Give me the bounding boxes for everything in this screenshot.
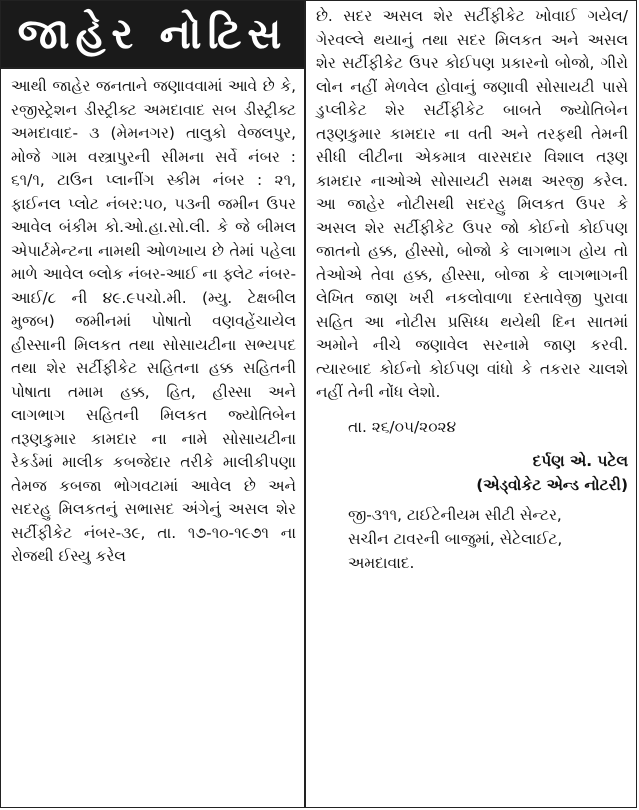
- address-line-2: સચીન ટાવરની બાજુમાં, સેટેલાઈટ,: [348, 529, 563, 548]
- notice-right-column: [306, 1, 636, 807]
- notice-body-right: છે. સદર અસલ શેર સર્ટીફીકેટ ખોવાઈ ગયેલ/ગેરવલ્લે થયાનું તથા સદર મિલકત અને અસલ શેર સર્ટીફીકેટ ઉપર કોઈપણ પ્રકારનો બોજો, ગીરો લોન નહીં મેળવેલ હોવાનું જણાવી સોસાયટી પાસે ડુપ્લીકેટ શેર સર્ટીફીકેટ બાબતે જ્યોતિબેન તરૂણકુમાર કામદાર ના વતી અને તરફથી તેમની સીધી લીટીના એકમાત્ર વારસદાર વિશાલ તરૂણ કામદાર નાઓએ સોસાયટી સમક્ષ અરજી કરેલ. આ જાહેર નોટીસથી સદરહુ મિલકત ઉપર કે અસલ શેર સર્ટીફીકેટ ઉપર જો કોઈનો કોઈપણ જાતનો હક્ક, હીસ્સો, બોજો કે લાગભાગ હોય તો તેઓએ તેવા હક્ક, હીસ્સા, બોજા કે લાગભાગની લેખિત જાણ ખરી નકલોવાળા દસ્તાવેજી પુરાવા સહિત આ નોટીસ પ્રસિધ્ધ થયેથી દિન સાતમાં અમોને નીચે જણાવેલ સરનામે જાણ કરવી. ત્યારબાદ કોઈનો કોઈપણ વાંધો કે તકરાર ચાલશે નહીં તેની નોંધ લેશો.: [316, 7, 628, 401]
- signer-name: દર્પણ એ. પટેલ: [532, 451, 628, 470]
- notice-date: તા. ૨૬/૦૫/૨૦૨૪: [348, 417, 457, 436]
- address-line-3: અમદાવાદ.: [348, 553, 415, 572]
- notice-title: જાહેર નોટિસ: [1, 1, 304, 69]
- notice-body-left: આથી જાહેર જનતાને જણાવવામાં આવે છે કે, રજીસ્ટ્રેશન ડીસ્ટ્રીક્ટ અમદાવાદ સબ ડીસ્ટ્રીક્ટ અમદાવાદ- ૩ (મેમનગર) તાલુકો વેજલપુર, મોજે ગામ વસ્ત્રાપુરની સીમના સર્વે નંબર : ૬૧/૧, ટાઉન પ્લાનીંગ સ્કીમ નંબર : ૨૧, ફાઈનલ પ્લોટ નંબર:૫૦, ૫૩ની જમીન ઉપર આવેલ બંકીમ કો.ઓ.હા.સો.લી. કે જે બીમલ એપાર્ટમેન્ટના નામથી ઓળખાય છે તેમાં પહેલા માળે આવેલ બ્લોક નંબર-આઈ ના ફ્લેટ નંબર-આઈ/૮ ની ૪૯.૯૫ચો.મી. (મ્યુ. ટેક્ષબીલ મુજબ) જમીનમાં પોષાતો વણવહેંચાયેલ હીસ્સાની મિલકત તથા સોસાયટીના સભ્યપદ તથા શેર સર્ટીફીકેટ સહિતના હક્ક સહિતની પોષાતા તમામ હક્ક, હિત, હીસ્સા અને લાગભાગ સહિતની મિલકત જ્યોતિબેન તરૂણકુમાર કામદાર ના નામે સોસાયટીના રેકર્ડમાં માલીક કબજેદાર તરીકે માલીકીપણા તેમજ કબજા ભોગવટામાં આવેલ છે અને સદરહુ મિલકતનું સભાસદ અંગેનું અસલ શેર સર્ટીફીકેટ નંબર-૩૯, તા. ૧૭-૧૦-૧૯૭૧ ના રોજથી ઈસ્યુ કરેલ: [11, 77, 296, 565]
- address-line-1: જી-૩૧૧, ટાઈટેનીયમ સીટી સેન્ટર,: [348, 505, 562, 524]
- signer-address: [316, 503, 628, 575]
- notice-left-column: [1, 1, 306, 807]
- signer-title: (એડ્વોકેટ એન્ડ નોટરી): [476, 475, 628, 494]
